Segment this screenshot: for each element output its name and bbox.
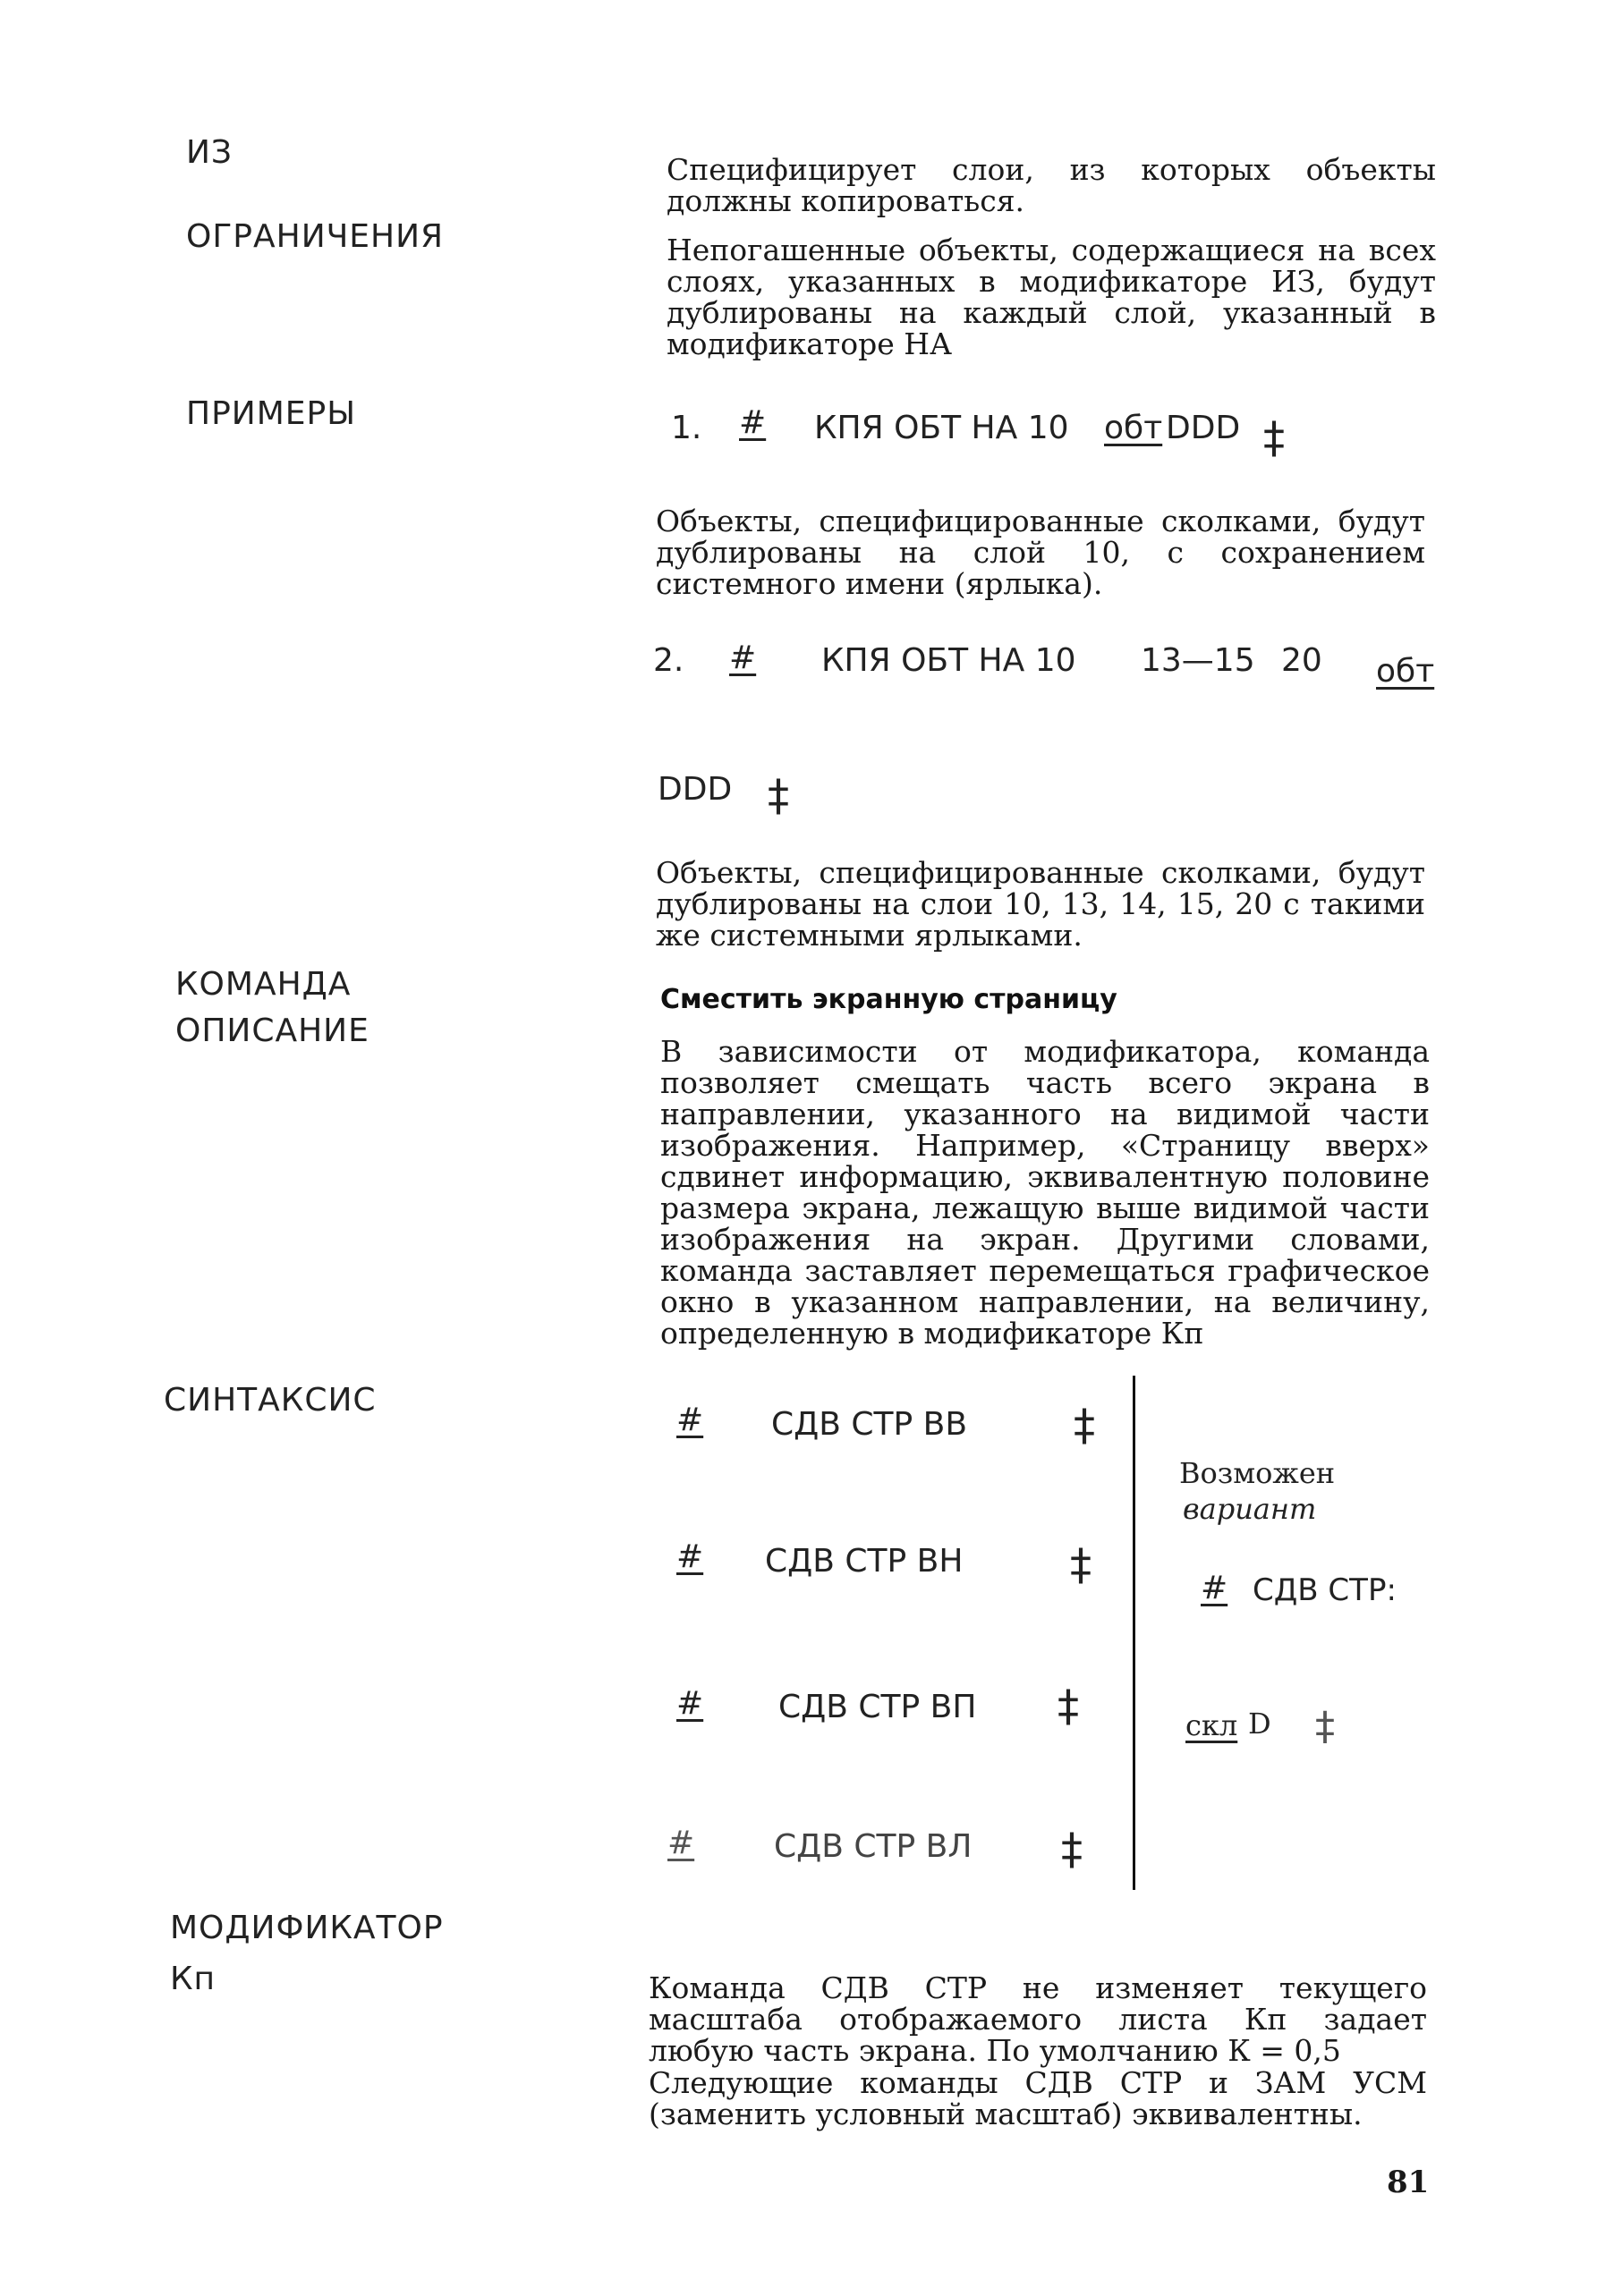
example1-obt: обт — [1104, 410, 1163, 446]
example1-paragraph: Объекты, специфицированные сколками, будут дублированы на слой 10, с сохранением системного имени (ярлыка). — [656, 504, 1425, 601]
variant-italic: вариант — [1183, 1492, 1317, 1526]
syntax-up-terminator-symbol: ‡ — [1074, 1401, 1095, 1451]
syntax-up-command: СДВ СТР ВВ — [771, 1406, 968, 1443]
example2-paragraph: Объекты, специфицированные сколками, будут дублированы на слои 10, 13, 14, 15, 20 с такими же системными ярлыками. — [656, 855, 1425, 953]
variant-terminator-symbol: ‡ — [1315, 1704, 1335, 1750]
variant-command: СДВ СТР: — [1253, 1572, 1397, 1608]
modifier-paragraph-2: Следующие команды СДВ СТР и ЗАМ УСМ (заменить условный масштаб) эквивалентны. — [649, 2065, 1427, 2131]
example2-range: 13—15 — [1141, 642, 1255, 679]
description-paragraph: В зависимости от модификатора, команда позволяет смещать часть всего экрана в направлении, указанного на видимой части изображения. Например, «Страницу вверх» сдвинет информацию, эквивалентную половине размера экрана, лежащую выше видимой части изображения на экран. Другими словами, команда заставляет перемещаться графическое окно в указанном направлении, на величину, определенную в модификаторе Кп — [660, 1034, 1430, 1351]
label-kp: Кп — [170, 1961, 217, 1997]
example2-hash-symbol: # — [729, 640, 757, 676]
syntax-right-hash-symbol: # — [676, 1685, 704, 1722]
label-description: ОПИСАНИЕ — [175, 1012, 370, 1049]
label-examples: ПРИМЕРЫ — [186, 395, 356, 432]
example2-obt: обт — [1376, 653, 1435, 690]
restrictions-paragraph: Непогашенные объекты, содержащиеся на всех слоях, указанных в модификаторе ИЗ, будут дублированы на каждый слой, указанный в модификаторе НА — [667, 233, 1436, 361]
variant-hash-symbol: # — [1201, 1570, 1228, 1606]
command-title: Сместить экранную страницу — [660, 984, 1117, 1015]
from-paragraph: Специфицирует слои, из которых объекты должны копироваться. — [667, 152, 1436, 218]
syntax-right-command: СДВ СТР ВП — [778, 1689, 977, 1725]
syntax-left-command: СДВ СТР ВЛ — [774, 1828, 973, 1865]
example1-command: КПЯ ОБТ НА 10 — [814, 410, 1069, 446]
variant-skl: скл — [1185, 1708, 1238, 1742]
label-from: ИЗ — [186, 134, 234, 171]
example2-terminator-symbol: ‡ — [768, 771, 789, 821]
syntax-down-terminator-symbol: ‡ — [1070, 1540, 1092, 1590]
example2-num20: 20 — [1281, 642, 1322, 679]
syntax-left-terminator-symbol: ‡ — [1061, 1825, 1083, 1875]
example1-ddd: DDD — [1166, 410, 1241, 446]
syntax-up-hash-symbol: # — [676, 1402, 704, 1438]
label-restrictions: ОГРАНИЧЕНИЯ — [186, 218, 445, 255]
syntax-left-hash-symbol: # — [667, 1825, 695, 1861]
syntax-down-command: СДВ СТР ВН — [765, 1543, 964, 1580]
label-command: КОМАНДА — [175, 966, 352, 1003]
example1-terminator-symbol: ‡ — [1263, 413, 1285, 463]
label-modifier: МОДИФИКАТОР — [170, 1910, 444, 1946]
variant-d: D — [1248, 1707, 1271, 1741]
variant-title: Возможен — [1179, 1456, 1336, 1490]
example1-hash-symbol: # — [739, 404, 767, 441]
syntax-right-terminator-symbol: ‡ — [1058, 1682, 1079, 1732]
syntax-bracket-line — [1133, 1376, 1135, 1890]
example2-command: КПЯ ОБТ НА 10 — [821, 642, 1076, 679]
example2-ddd: DDD — [658, 771, 733, 808]
page-number: 81 — [1387, 2165, 1430, 2200]
label-syntax: СИНТАКСИС — [164, 1382, 377, 1419]
syntax-down-hash-symbol: # — [676, 1538, 704, 1575]
modifier-paragraph-1: Команда СДВ СТР не изменяет текущего масштаба отображаемого листа Кп задает любую часть экрана. По умолчанию К = 0,5 — [649, 1970, 1427, 2068]
example1-number: 1. — [671, 410, 702, 446]
example2-number: 2. — [653, 642, 684, 679]
